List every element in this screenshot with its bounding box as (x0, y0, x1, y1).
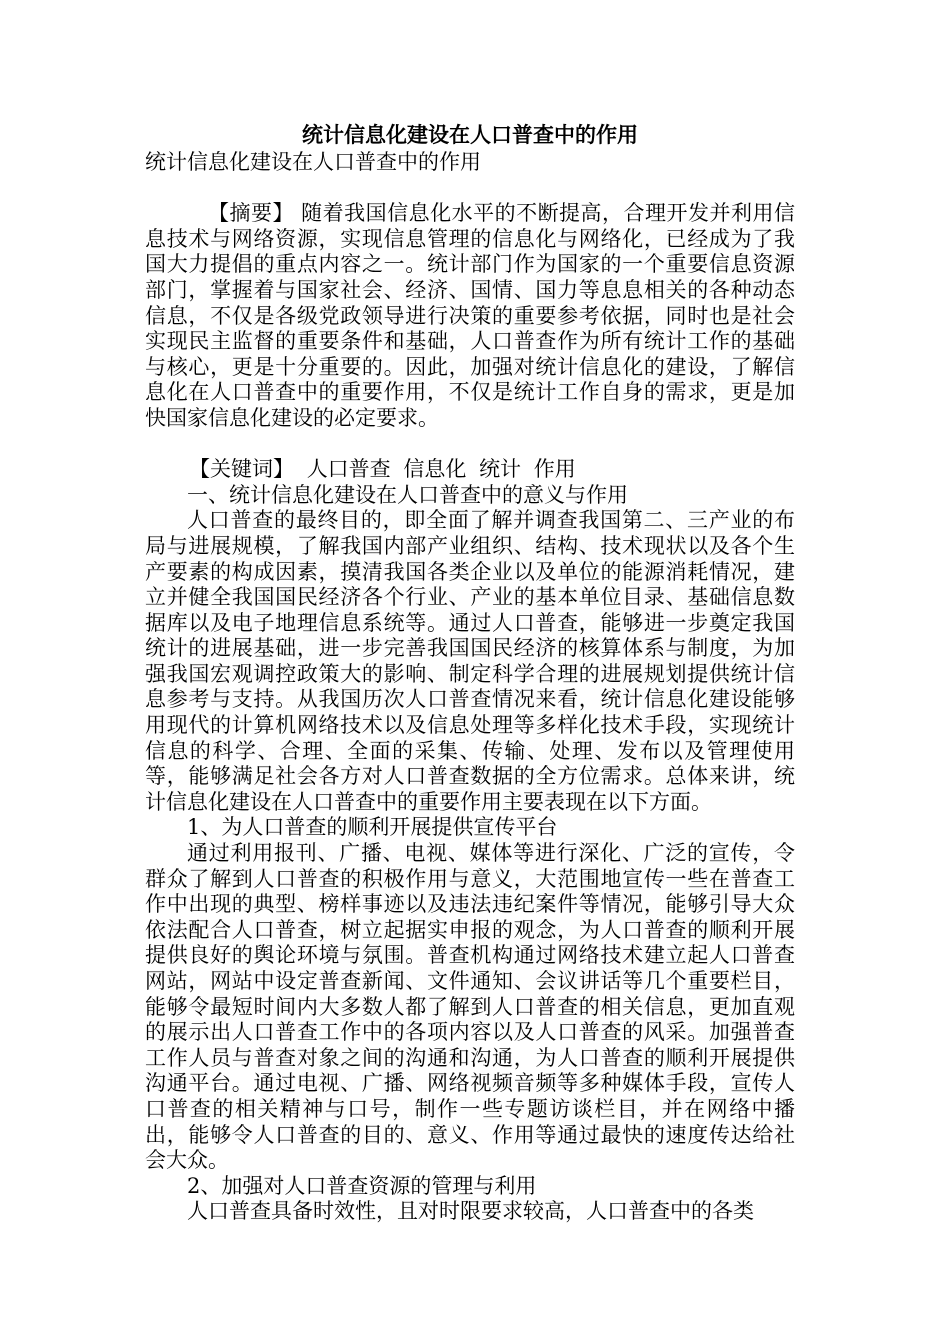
body-paragraph: 人口普查的最终目的，即全面了解并调查我国第二、三产业的布局与进展规模，了解我国内部产业组织、结构、技术现状以及各个生产要素的构成因素，摸清我国各类企业以及单位的能源消耗情况，建立并健全我国国民经济各个行业、产业的基本单位目录、基础信息数据库以及电子地理信息系统等。通过人口普查，能够进一步奠定我国统计的进展基础，进一步完善我国国民经济的核算体系与制度，为加强我国宏观调控政策大的影响、制定科学合理的进展规划提供统计信息参考与支持。从我国历次人口普查情况来看，统计信息化建设能够用现代的计算机网络技术以及信息处理等多样化技术手段，实现统计信息的科学、合理、全面的采集、传输、处理、发布以及管理使用等，能够满足社会各方对人口普查数据的全方位需求。总体来讲，统计信息化建设在人口普查中的重要作用主要表现在以下方面。 (145, 508, 795, 814)
document-body (145, 120, 795, 1225)
keywords-label: 【关键词】 (189, 457, 294, 482)
document-title: 统计信息化建设在人口普查中的作用 (302, 122, 638, 147)
document-subtitle: 统计信息化建设在人口普查中的作用 (145, 150, 481, 174)
keyword-item: 统计 (479, 457, 522, 482)
abstract-paragraph: 【摘要】 随着我国信息化水平的不断提高，合理开发并利用信息技术与网络资源，实现信息管理的信息化与网络化，已经成为了我国大力提倡的重点内容之一。统计部门作为国家的一个重要信息资源部门，掌握着与国家社会、经济、国情、国力等息息相关的各种动态信息，不仅是各级党政领导进行决策的重要参考依据，同时也是社会实现民主监督的重要条件和基础，人口普查作为所有统计工作的基础与核心，更是十分重要的。因此，加强对统计信息化的建设，了解信息化在人口普查中的重要作用，不仅是统计工作自身的需求，更是加快国家信息化建设的必定要求。 (145, 201, 795, 430)
keyword-item: 人口普查 (306, 457, 391, 482)
keywords-line (145, 457, 795, 483)
section-heading: 一、统计信息化建设在人口普查中的意义与作用 (187, 482, 628, 507)
subsection-heading: 1、为人口普查的顺利开展提供宣传平台 (187, 815, 558, 840)
body-paragraph: 通过利用报刊、广播、电视、媒体等进行深化、广泛的宣传，令群众了解到人口普查的积极作用与意义，大范围地宣传一些在普查工作中出现的典型、榜样事迹以及违法违纪案件等情况，能够引导大众依法配合人口普查，树立起据实申报的观念，为人口普查的顺利开展提供良好的舆论环境与氛围。普查机构通过网络技术建立起人口普查网站，网站中设定普查新闻、文件通知、会议讲话等几个重要栏目，能够令最短时间内大多数人都了解到人口普查的相关信息，更加直观的展示出人口普查工作中的各项内容以及人口普查的风采。加强普查工作人员与普查对象之间的沟通和沟通，为人口普查的顺利开展提供沟通平台。通过电视、广播、网络视频音频等多种媒体手段，宣传人口普查的相关精神与口号，制作一些专题访谈栏目，并在网络中播出，能够令人口普查的目的、意义、作用等通过最快的速度传达给社会大众。 (145, 841, 795, 1173)
spacer (145, 176, 795, 202)
keyword-item: 作用 (533, 457, 576, 482)
keyword-item: 信息化 (403, 457, 467, 482)
subsection-heading: 2、加强对人口普查资源的管理与利用 (187, 1173, 537, 1198)
body-paragraph: 人口普查具备时效性，且对时限要求较高，人口普查中的各类 (187, 1199, 754, 1224)
spacer (145, 432, 795, 458)
